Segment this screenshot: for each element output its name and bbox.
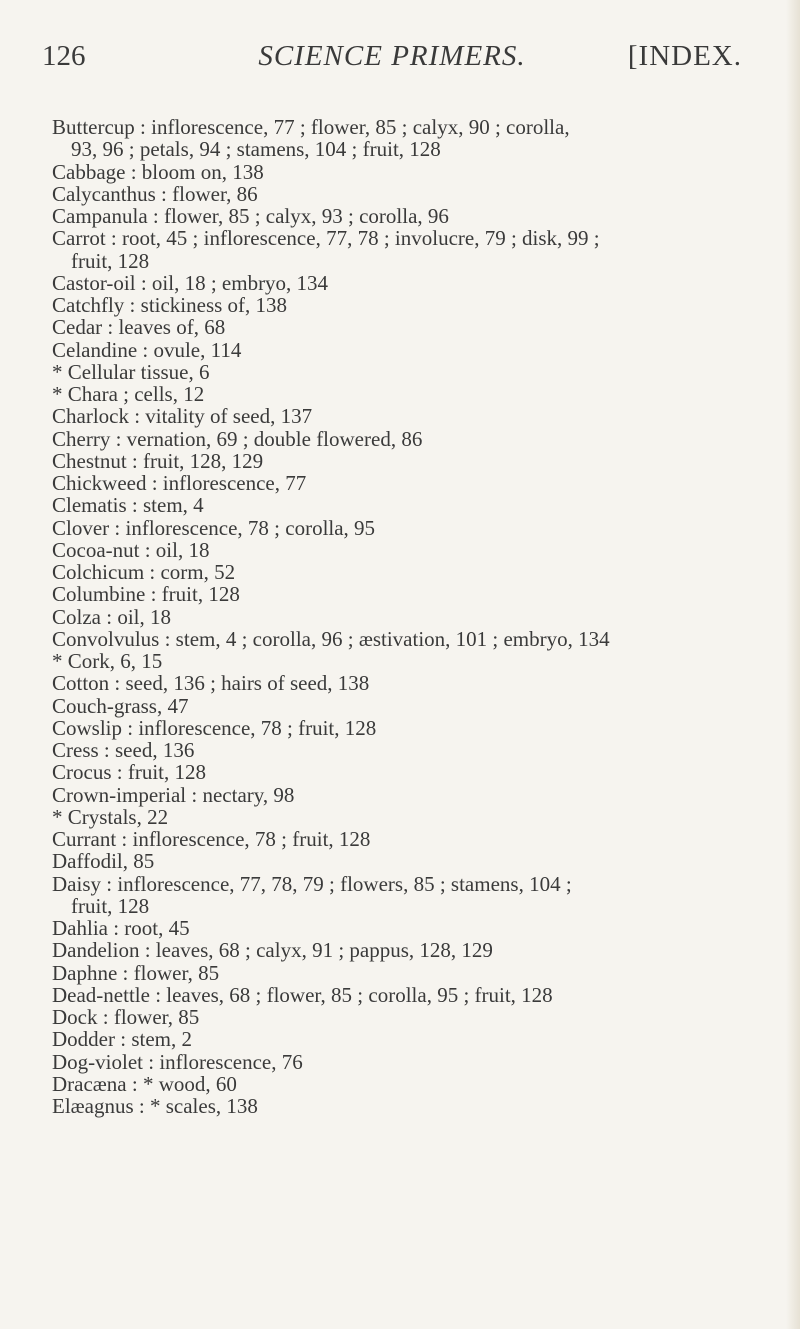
entry-line: Dahlia : root, 45 [52, 916, 190, 940]
entry-line: Celandine : ovule, 114 [52, 337, 242, 362]
entry-line: Dog-violet : inflorescence, 76 [52, 1049, 303, 1074]
index-entry [52, 806, 764, 828]
entry-line: Colza : oil, 18 [52, 604, 171, 629]
index-entry [52, 294, 764, 316]
entry-line: Campanula : flower, 85 ; calyx, 93 ; corolla, 96 [52, 204, 449, 228]
index-entry [52, 739, 764, 761]
entry-line: Dandelion : leaves, 68 ; calyx, 91 ; pappus, 128, 129 [52, 938, 493, 963]
entry-line: Catchfly : stickiness of, 138 [52, 293, 288, 317]
index-entry [52, 472, 764, 494]
entry-line: Daffodil, 85 [52, 849, 155, 874]
index-entry [52, 962, 764, 984]
entry-line: * Crystals, 22 [52, 804, 169, 829]
entry-line: * Cork, 6, 15 [52, 649, 163, 673]
entry-line: Currant : inflorescence, 78 ; fruit, 128 [52, 827, 371, 851]
entry-continuation: 93, 96 ; petals, 94 ; stamens, 104 ; fruit, 128 [71, 137, 441, 162]
index-entry [52, 873, 764, 918]
entry-continuation: fruit, 128 [71, 248, 150, 273]
entry-line: Dock : flower, 85 [52, 1005, 200, 1029]
index-entry [52, 717, 764, 739]
entry-line: Chestnut : fruit, 128, 129 [52, 448, 264, 473]
entry-continuation: fruit, 128 [71, 893, 150, 918]
entry-line: Dodder : stem, 2 [52, 1027, 192, 1052]
index-entries [52, 116, 764, 1117]
index-entry [52, 116, 764, 161]
entry-line: Charlock : vitality of seed, 137 [52, 404, 313, 429]
index-entry [52, 517, 764, 539]
index-entry [52, 650, 764, 672]
entry-line: Castor-oil : oil, 18 ; embryo, 134 [52, 270, 329, 295]
index-entry [52, 539, 764, 561]
entry-line: Couch-grass, 47 [52, 693, 189, 718]
entry-line: Dracæna : * wood, 60 [52, 1071, 237, 1096]
entry-line: Cotton : seed, 136 ; hairs of seed, 138 [52, 671, 370, 696]
index-entry [52, 761, 764, 783]
index-entry [52, 494, 764, 516]
index-entry [52, 939, 764, 961]
index-entry [52, 428, 764, 450]
entry-line: Clover : inflorescence, 78 ; corolla, 95 [52, 515, 376, 540]
index-entry [52, 628, 764, 650]
entry-line: Elæagnus : * scales, 138 [52, 1094, 258, 1118]
entry-line: Crown-imperial : nectary, 98 [52, 782, 295, 807]
index-entry [52, 1095, 764, 1117]
entry-line: * Cellular tissue, 6 [52, 359, 210, 384]
entry-line: Columbine : fruit, 128 [52, 582, 240, 607]
entry-line: Chickweed : inflorescence, 77 [52, 471, 307, 495]
index-entry [52, 361, 764, 383]
entry-line: Cocoa-nut : oil, 18 [52, 537, 210, 562]
entry-line: Carrot : root, 45 ; inflorescence, 77, 78 ; involucre, 79 ; disk, 99 ; [52, 226, 600, 251]
index-entry [52, 828, 764, 850]
entry-line: Clematis : stem, 4 [52, 493, 204, 518]
section-label: [INDEX. [627, 40, 742, 72]
index-entry [52, 672, 764, 694]
index-entry [52, 1028, 764, 1050]
entry-line: Cabbage : bloom on, 138 [52, 159, 264, 184]
entry-line: Cowslip : inflorescence, 78 ; fruit, 128 [52, 715, 377, 740]
index-entry [52, 917, 764, 939]
page-number: 126 [42, 40, 86, 72]
index-entry [52, 695, 764, 717]
entry-line: Cedar : leaves of, 68 [52, 315, 226, 340]
index-entry [52, 316, 764, 338]
index-entry [52, 205, 764, 227]
entry-line: Daisy : inflorescence, 77, 78, 79 ; flowers, 85 ; stamens, 104 ; [52, 871, 572, 896]
entry-line: Calycanthus : flower, 86 [52, 181, 258, 206]
entry-line: Dead-nettle : leaves, 68 ; flower, 85 ; corolla, 95 ; fruit, 128 [52, 982, 553, 1007]
index-entry [52, 1073, 764, 1095]
index-entry [52, 405, 764, 427]
index-entry [52, 227, 764, 272]
index-entry [52, 339, 764, 361]
index-entry [52, 183, 764, 205]
index-entry [52, 784, 764, 806]
index-entry [52, 272, 764, 294]
index-entry [52, 850, 764, 872]
entry-line: Crocus : fruit, 128 [52, 760, 206, 785]
page-edge-shadow [786, 0, 800, 1329]
index-entry [52, 1006, 764, 1028]
entry-line: Convolvulus : stem, 4 ; corolla, 96 ; æstivation, 101 ; embryo, 134 [52, 626, 610, 651]
index-entry [52, 450, 764, 472]
index-entry [52, 1051, 764, 1073]
index-entry [52, 984, 764, 1006]
index-entry [52, 161, 764, 183]
index-entry [52, 383, 764, 405]
entry-line: Cress : seed, 136 [52, 738, 195, 762]
entry-line: Buttercup : inflorescence, 77 ; flower, 85 ; calyx, 90 ; corolla, [52, 115, 570, 139]
running-title: SCIENCE PRIMERS. [258, 40, 526, 72]
entry-line: Daphne : flower, 85 [52, 960, 220, 985]
entry-line: Cherry : vernation, 69 ; double flowered, 86 [52, 426, 423, 451]
index-entry [52, 583, 764, 605]
entry-line: * Chara ; cells, 12 [52, 382, 205, 406]
index-entry [52, 606, 764, 628]
page-header [42, 40, 742, 80]
index-entry [52, 561, 764, 583]
entry-line: Colchicum : corm, 52 [52, 560, 236, 584]
